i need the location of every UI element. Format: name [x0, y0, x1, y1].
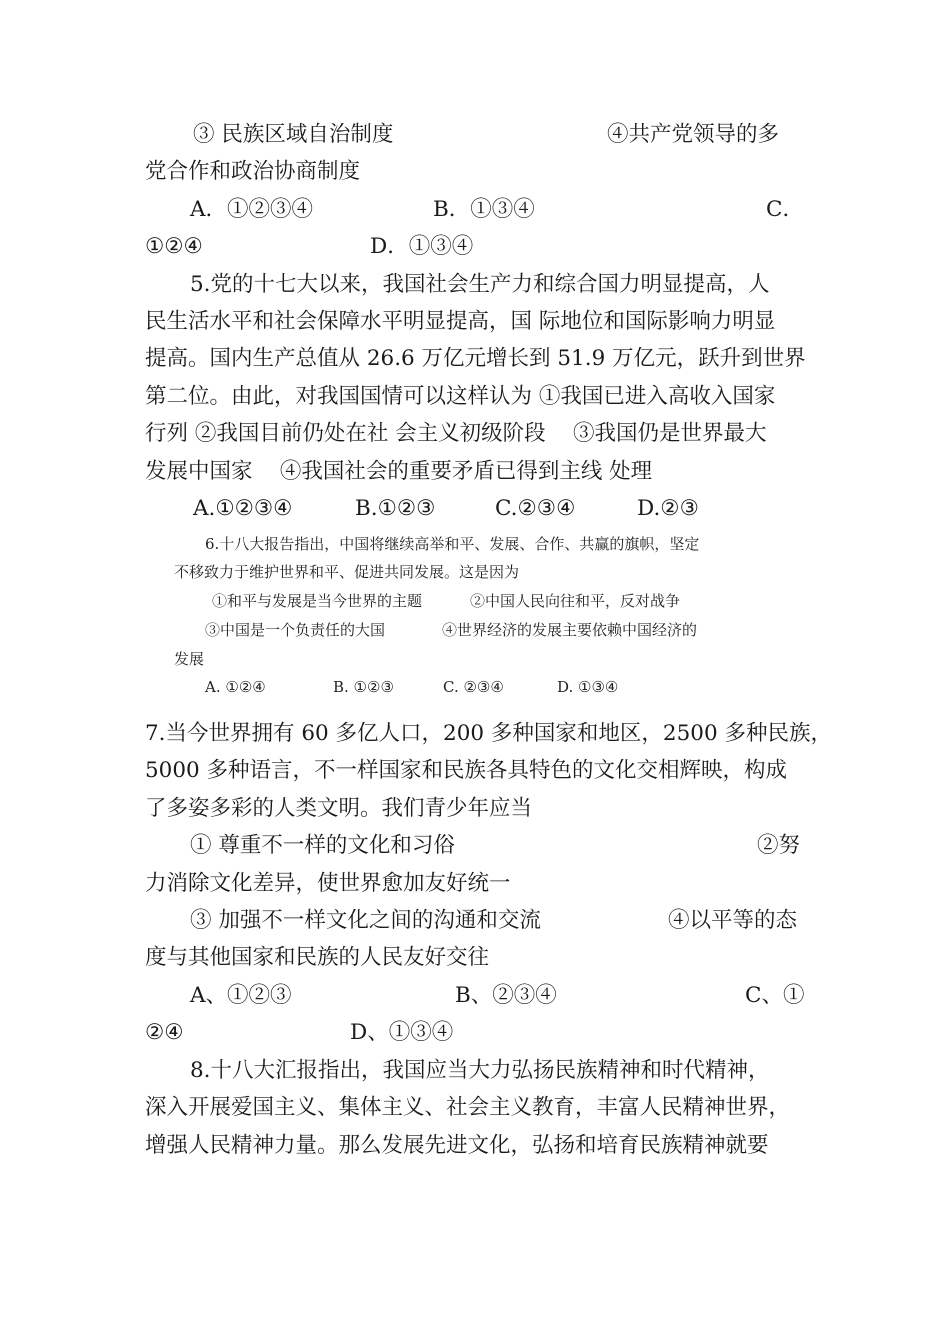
- answer-choice-c: C. ②③④: [443, 678, 504, 696]
- body-line: 党合作和政治协商制度: [145, 159, 361, 184]
- answer-choice-b: B. ①②③: [333, 678, 394, 696]
- answer-choice-d: D、①③④: [350, 1020, 454, 1045]
- question-5-text: 5.党的十七大以来，我国社会生产力和综合国力明显提高，人: [190, 272, 770, 297]
- answer-choice-d: D. ①③④: [557, 678, 619, 696]
- answer-choice-a: A、①②③: [190, 983, 292, 1008]
- answer-choice-b: B．①③④: [433, 197, 535, 222]
- body-line: 发展中国家 ④我国社会的重要矛盾已得到主线 处理: [145, 459, 653, 484]
- option-4-text: ④共产党领导的多: [607, 122, 780, 147]
- answer-choice-b: B、②③④: [455, 983, 557, 1008]
- body-line: 第二位。由此，对我国国情可以这样认为 ①我国已进入高收入国家: [145, 384, 776, 409]
- body-line: 了多姿多彩的人类文明。我们青少年应当: [145, 796, 533, 821]
- question-6-text: 6.十八大报告指出，中国将继续高举和平、发展、合作、共赢的旗帜，坚定: [205, 535, 700, 553]
- question-7-text: 7.当今世界拥有 60 多亿人口，200 多种国家和地区，2500 多种民族，: [145, 721, 832, 746]
- question-8-text: 8.十八大汇报指出，我国应当大力弘扬民族精神和时代精神，: [190, 1058, 770, 1083]
- option-2-text: ②中国人民向往和平，反对战争: [470, 592, 681, 610]
- answer-choice-a: A. ①②④: [205, 678, 266, 696]
- option-4-text: ④以平等的态: [668, 908, 798, 933]
- body-line: 提高。国内生产总值从 26.6 万亿元增长到 51.9 万亿元，跃升到世界: [145, 346, 806, 371]
- answer-choice-b: B.①②③: [355, 496, 436, 521]
- answer-choice-c: C．: [766, 197, 804, 222]
- option-1-text: ① 尊重不一样的文化和习俗: [190, 833, 455, 858]
- body-line: 发展: [174, 650, 205, 668]
- answer-choice-a: A．①②③④: [190, 197, 314, 222]
- body-line: 不移致力于维护世界和平、促进共同发展。这是因为: [174, 563, 520, 581]
- option-4-text: ④世界经济的发展主要依赖中国经济的: [442, 621, 698, 639]
- body-line: 行列 ②我国目前仍处在社 会主义初级阶段 ③我国仍是世界最大: [145, 421, 767, 446]
- body-line: 力消除文化差异，使世界愈加友好统一: [145, 871, 511, 896]
- answer-choice-a: A.①②③④: [193, 496, 293, 521]
- body-line: 民生活水平和社会保障水平明显提高，国 际地位和国际影响力明显: [145, 309, 776, 334]
- body-line: 深入开展爱国主义、集体主义、社会主义教育，丰富人民精神世界，: [145, 1095, 791, 1120]
- option-1-text: ①和平与发展是当今世界的主题: [212, 592, 423, 610]
- answer-choice-c: C.②③④: [495, 496, 576, 521]
- body-line: 度与其他国家和民族的人民友好交往: [145, 945, 490, 970]
- answer-choice-c-cont: ②④: [145, 1020, 184, 1045]
- body-line: 5000 多种语言，不一样国家和民族各具特色的文化交相辉映，构成: [145, 758, 788, 783]
- answer-choice-d: D．①③④: [370, 234, 474, 259]
- option-3-text: ③ 加强不一样文化之间的沟通和交流: [190, 908, 541, 933]
- body-line: 增强人民精神力量。那么发展先进文化，弘扬和培育民族精神就要: [145, 1133, 769, 1158]
- answer-choice-c-cont: ①②④: [145, 234, 203, 259]
- answer-choice-c: C、①: [745, 983, 805, 1008]
- option-2-text: ②努: [757, 833, 801, 858]
- option-3-text: ③ 民族区域自治制度: [193, 122, 394, 147]
- option-3-text: ③中国是一个负责任的大国: [205, 621, 386, 639]
- answer-choice-d: D.②③: [637, 496, 699, 521]
